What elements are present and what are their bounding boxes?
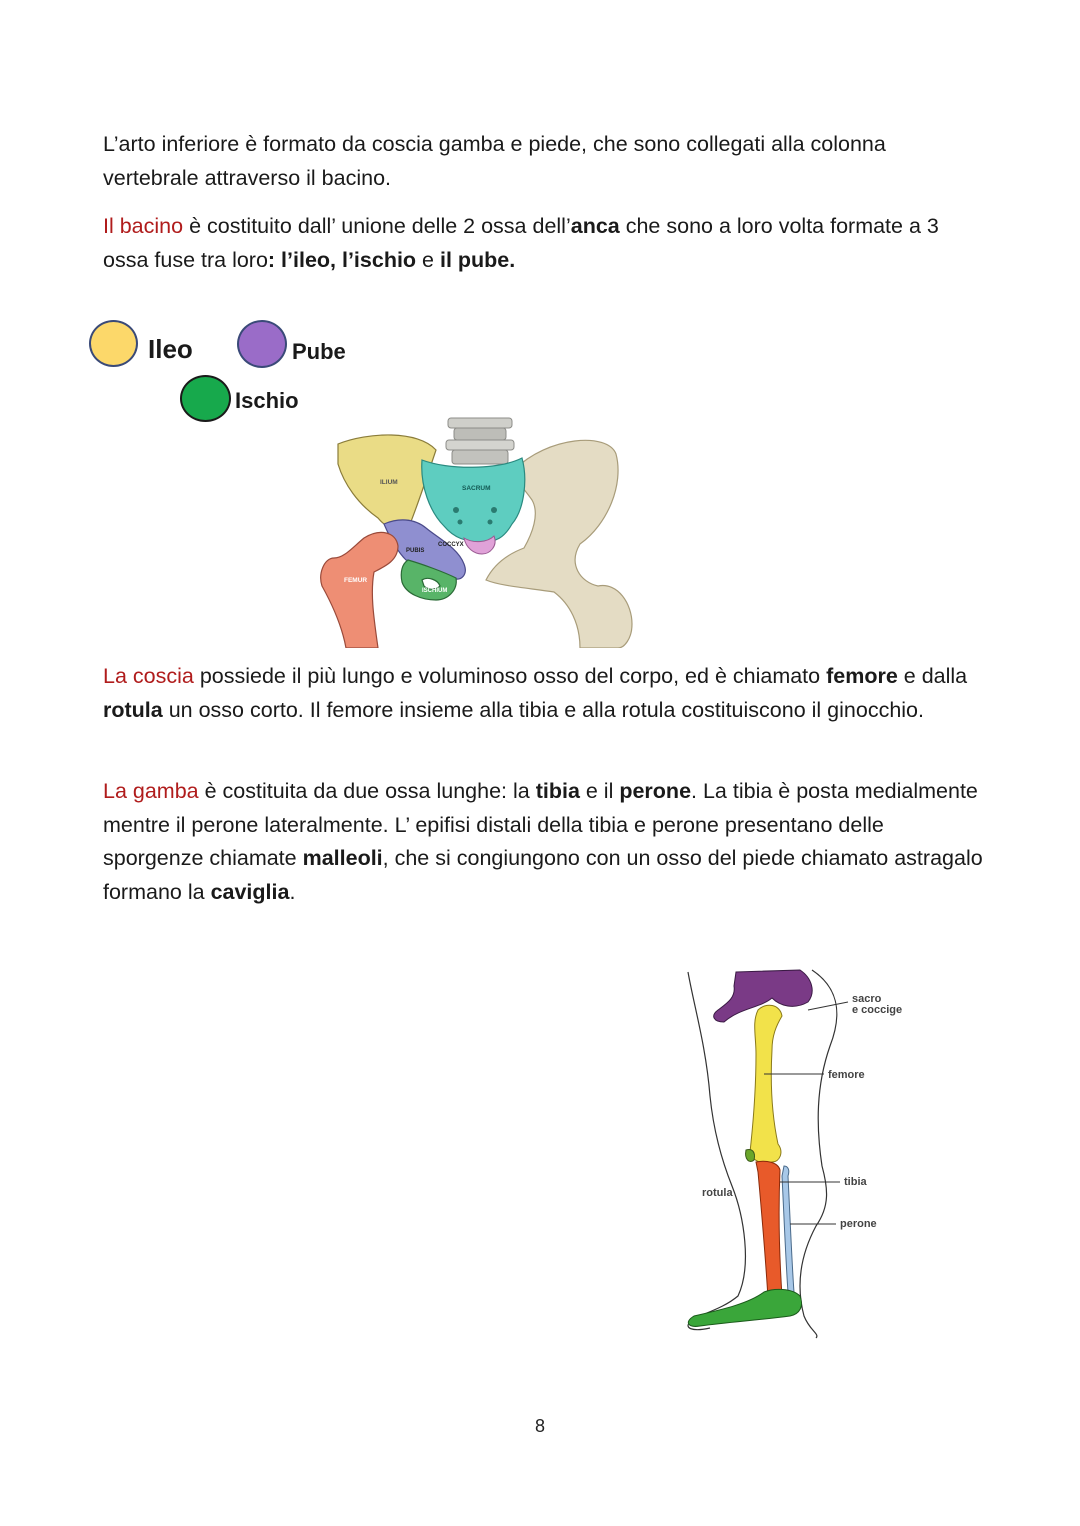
leg-text-4: , che si congiungono con un osso del piede chiamato astragalo formano la [103, 846, 983, 904]
page-number: 8 [534, 1416, 545, 1436]
leg-femur-bone [750, 1005, 782, 1163]
thigh-text-3: un osso corto. Il femore insieme alla tibia e alla rotula costituiscono il ginocchio. [162, 697, 924, 722]
intro-paragraph [103, 128, 983, 195]
tibia-bone [756, 1161, 782, 1298]
leg-skeleton-diagram [640, 966, 930, 1358]
ilium-label: ILIUM [380, 479, 398, 486]
caviglia-term: caviglia [210, 879, 290, 904]
leg-lead: La gamba [103, 779, 199, 803]
perone-term: perone [619, 779, 692, 803]
leg-text-2: e il [579, 779, 620, 803]
femur-bone [321, 532, 398, 648]
thigh-lead: La coscia [103, 664, 194, 688]
sacro-label-line1: sacro [852, 993, 882, 1005]
femore-label: femore [828, 1069, 865, 1081]
ischium-label: ISCHIUM [422, 588, 448, 594]
coccyx-label: COCCYX [438, 542, 464, 548]
foot-bones [688, 1289, 801, 1326]
leg-outline [688, 972, 745, 1330]
pelvis-text-3: e [416, 247, 440, 272]
malleoli-term: malleoli [302, 846, 383, 870]
pelvis-diagram [318, 414, 638, 648]
rotula-label: rotula [702, 1187, 733, 1199]
intro-text: L’arto inferiore è formato da coscia gamba e piede, che sono collegati alla colonna vertebrale attraverso il bacino. [103, 132, 886, 190]
leg-paragraph [103, 775, 983, 909]
sacrum-bone [422, 458, 525, 542]
leg-text-5: . [289, 879, 296, 904]
pelvis-paragraph [103, 210, 983, 277]
leg-text-3: . La tibia è posta medialmente mentre il perone lateralmente. L’ epifisi distali della tibia e perone presentano delle sporgenze chiamate [103, 779, 978, 870]
thigh-text-2: e dalla [897, 664, 968, 688]
thigh-text-1: possiede il più lungo e voluminoso osso del corpo, ed è chiamato [193, 664, 827, 688]
tibia-term: tibia [535, 779, 580, 803]
pube-term: il pube. [439, 247, 516, 272]
ileo-ischio-term: : l’ileo, l’ischio [267, 247, 417, 272]
thigh-paragraph [103, 660, 983, 727]
ileo-color-swatch [89, 320, 138, 367]
ileo-legend-label: Ileo [148, 334, 193, 364]
pelvis-text-1: è costituito dall’ unione delle 2 ossa dell’ [183, 214, 571, 238]
pube-color-swatch [237, 320, 287, 368]
pelvis-lead: Il bacino [103, 214, 184, 238]
ischio-legend-label: Ischio [235, 388, 299, 413]
pube-legend-label: Pube [292, 339, 346, 364]
leg-text-1: è costituita da due ossa lunghe: la [198, 779, 536, 803]
leg-outline-back [800, 970, 837, 1338]
lumbar-vertebrae [446, 418, 514, 464]
ischio-color-swatch [180, 375, 231, 422]
pelvis-text-2: che sono a loro volta formate a 3 ossa fuse tra loro [103, 214, 939, 272]
anca-term: anca [570, 214, 620, 238]
sacro-label-line2: e coccige [852, 1004, 903, 1016]
rotula-term: rotula [103, 697, 163, 722]
femore-term: femore [826, 664, 898, 688]
pubis-label: PUBIS [406, 548, 425, 554]
sacrum-label: SACRUM [462, 485, 491, 492]
fibula-bone [782, 1166, 794, 1292]
patella-bone [746, 1149, 755, 1161]
perone-label: perone [840, 1218, 877, 1230]
femur-label: FEMUR [344, 577, 368, 584]
tibia-label: tibia [844, 1176, 867, 1188]
